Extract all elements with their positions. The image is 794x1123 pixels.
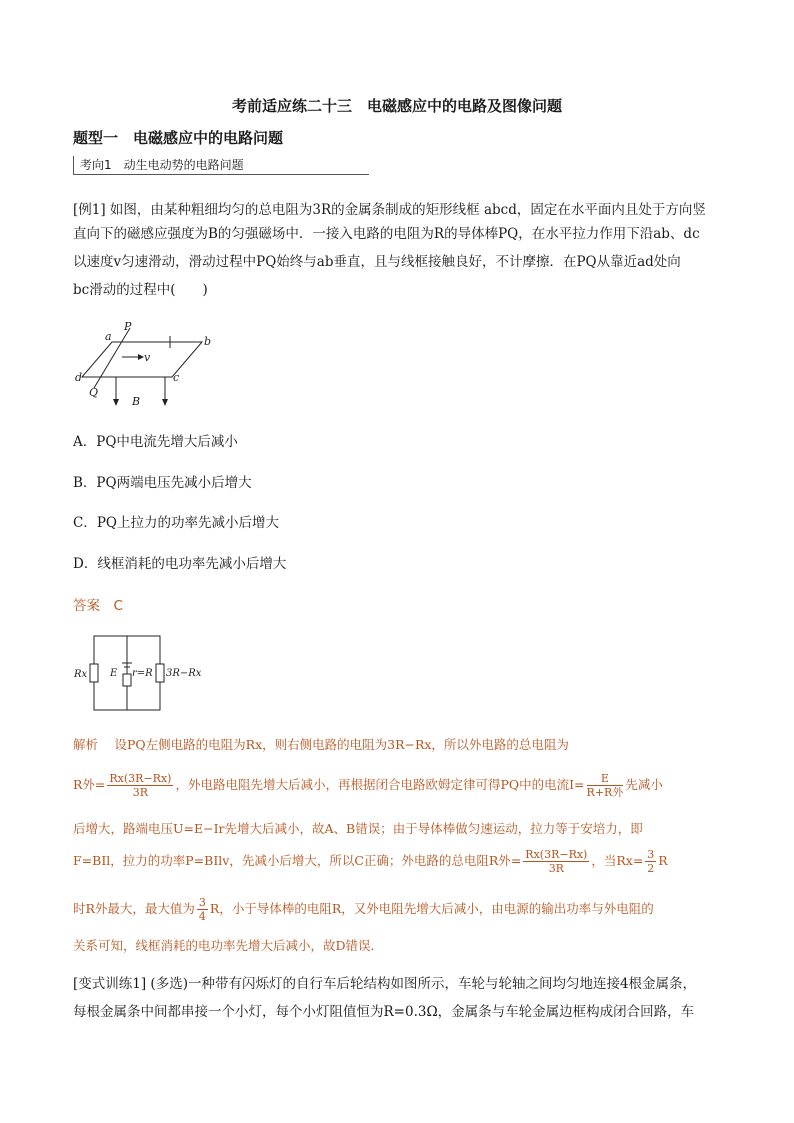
option-c: C．PQ上拉力的功率先减小后增大: [73, 515, 279, 531]
solution-line-6: 关系可知，线框消耗的电功率先增大后减小，故D错误．: [73, 938, 384, 953]
label-b-field: B: [132, 395, 141, 408]
circuit-figure: [72, 630, 212, 715]
resistor-right: [156, 664, 164, 682]
label-q: Q: [89, 386, 99, 399]
variant1-line-1: [变式训练1] (多选)一种带有闪烁灯的自行车后轮结构如图所示，车轮与轮轴之间均匀地连接4根金属条，: [73, 976, 697, 992]
section-heading: 题型一 电磁感应中的电路问题: [73, 129, 284, 147]
solution-line-5: 时R外最大，最大值为 $\frac{3}{4}$ R，小于导体棒的电阻R，又外电阻先增大后减小，由电源的输出功率与外电阻的: [73, 896, 654, 923]
solution-line-1: 解析 设PQ左侧电路的电阻为Rx，则右侧电路的电阻为3R−Rx，所以外电路的总电阻为: [73, 737, 569, 752]
example1-line-3: 以速度v匀速滑动，滑动过程中PQ始终与ab垂直，且与线框接触良好，不计摩擦．在PQ从靠近ad处向: [73, 254, 681, 270]
label-rx: Rx: [74, 669, 88, 680]
option-a: A．PQ中电流先增大后减小: [73, 434, 238, 450]
page-title: 考前适应练二十三 电磁感应中的电路及图像问题: [231, 97, 562, 115]
label-right: 3R−Rx: [166, 668, 202, 679]
fraction-current: $\frac{E}{\text{R+R外}}$: [586, 772, 624, 799]
frame-abcd: [82, 342, 202, 377]
label-emf: E: [110, 668, 118, 679]
fraction-r-ext: $\frac{Rx(3R-Rx)}{3R}$: [109, 772, 172, 799]
variant1-label: [变式训练1]: [73, 976, 147, 992]
rod-pq: [94, 328, 130, 388]
rail-figure: [72, 320, 222, 410]
label-c: c: [173, 371, 180, 384]
fraction-three-quarters: $\frac{3}{4}$: [198, 896, 206, 923]
solution-line-4: F=BIl，拉力的功率P=BIlv，先减小后增大，所以C正确；外电路的总电阻R外= $\frac{Rx(3R-Rx)}{3R}$ ，当Rx= $\frac{3}{2}$ R: [73, 848, 668, 875]
variant1-line-2: 每根金属条中间都串接一个小灯，每个小灯阻值恒为R=0.3Ω，金属条与车轮金属边框构成闭合回路，车: [73, 1004, 695, 1020]
label-a: a: [105, 330, 112, 343]
solution-line-3: 后增大，路端电压U=E−Ir先增大后减小，故A、B错误；由于导体棒做匀速运动，拉力等于安培力，即: [73, 821, 643, 836]
example1-line-4: bc滑动的过程中( ): [73, 282, 208, 298]
label-p: P: [124, 320, 132, 333]
solution-line-2: R外= $\frac{Rx(3R-Rx)}{3R}$ ，外电路电阻先增大后减小，再根据闭合电路欧姆定律可得PQ中的电流I= $\frac{E}{\text{R+R外}}$ 先减小: [73, 772, 663, 799]
option-b: B．PQ两端电压先减小后增大: [73, 475, 252, 491]
option-d: D．线框消耗的电功率先减小后增大: [73, 556, 287, 572]
resistor-rx: [90, 664, 98, 682]
internal-resistor: [123, 674, 131, 686]
answer: 答案 C: [73, 598, 123, 614]
label-v: v: [144, 351, 151, 364]
label-d: d: [75, 371, 83, 384]
label-r: r=R: [132, 668, 153, 679]
fraction-three-halves: $\frac{3}{2}$: [647, 848, 655, 875]
fraction-r-ext-2: $\frac{Rx(3R-Rx)}{3R}$: [525, 848, 588, 875]
label-b: b: [204, 335, 212, 348]
example1-line-1: [例1] 如图，由某种粗细均匀的总电阻为3R的金属条制成的矩形线框 abcd，固定在水平面内且处于方向竖: [73, 202, 706, 218]
example1-label: [例1]: [73, 202, 106, 218]
example1-line-2: 直向下的磁感应强度为B的匀强磁场中．一接入电路的电阻为R的导体棒PQ，在水平拉力作用下沿ab、dc: [73, 226, 700, 242]
subsection-heading: 考向1 动生电动势的电路问题: [73, 156, 369, 175]
solution-label: 解析: [73, 737, 99, 752]
